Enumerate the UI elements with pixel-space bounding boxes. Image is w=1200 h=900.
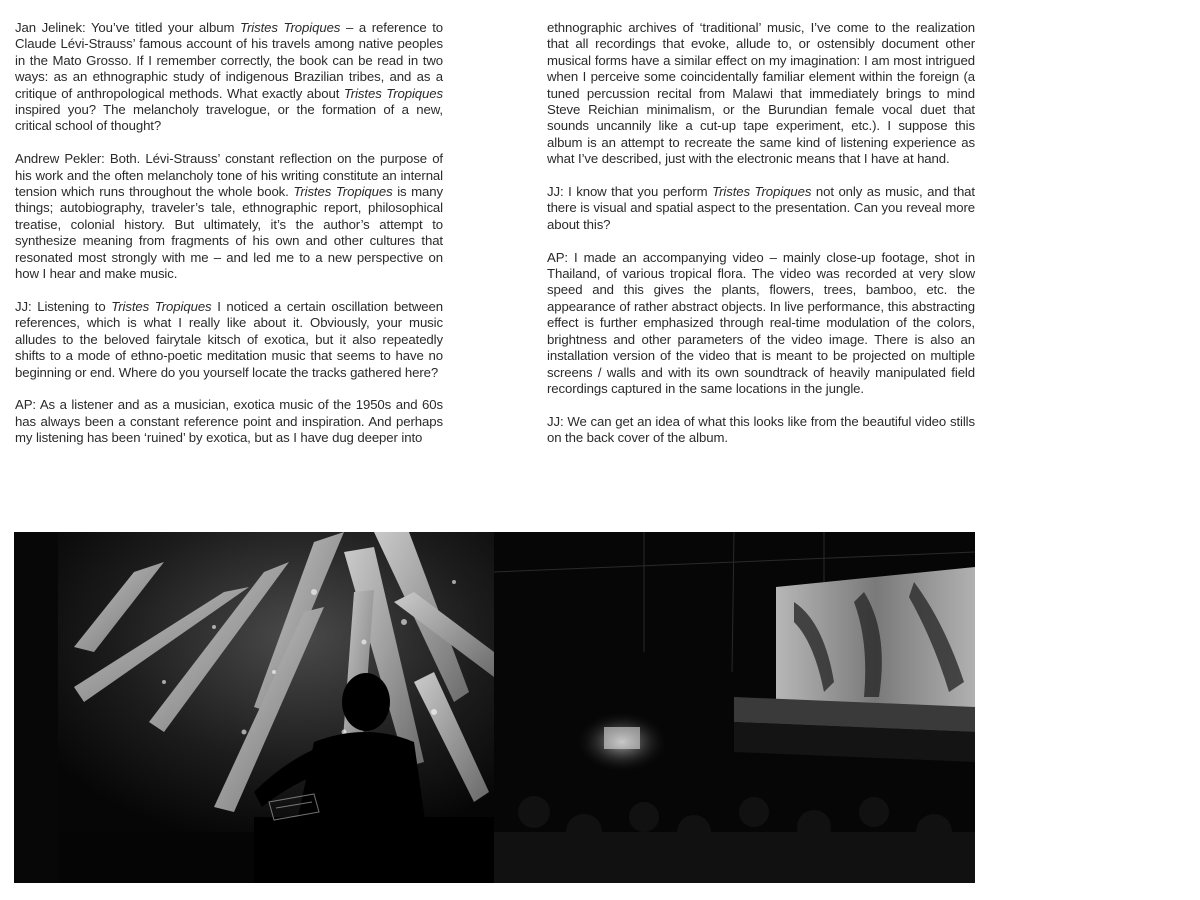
interview-paragraph bbox=[15, 151, 443, 282]
paragraph-text: Andrew Pekler: Both. Lévi-Strauss’ constant reflection on the purpose of his work and the often melancholy tone of his writing constitute an internal tension which runs throughout the whole book. bbox=[15, 151, 443, 200]
paragraph-text: is many things; autobiography, traveler’s tale, ethnographic report, philosophical treatise, colonial history. But ultimately, it’s the author’s attempt to synthesize meaning from fragments of his own and other cultures that resonated most strongly with me – and led me to a new perspective on how I hear and make music. bbox=[15, 184, 443, 282]
interview-paragraph bbox=[547, 184, 975, 233]
paragraph-text: AP: I made an accompanying video – mainly close-up footage, shot in Thailand, of various tropical flora. The video was recorded at very slow speed and this gives the plants, flowers, trees, bamboo, etc. the appearance of rather abstract objects. In live performance, this abstracting effect is further emphasized through real-time modulation of the colors, brightness and other parameters of the video image. There is also an installation version of the video that is meant to be projected on multiple screens / walls and with its own soundtrack of heavily manipulated field recordings captured in the same locations in the jungle. bbox=[547, 249, 975, 396]
photo-strip bbox=[14, 532, 975, 883]
photo-stage-projection bbox=[494, 532, 975, 883]
stage-projection-image bbox=[494, 532, 975, 883]
album-title-italic: Tristes Tropiques bbox=[240, 20, 341, 35]
performer-silhouette-image bbox=[14, 532, 494, 883]
paragraph-text: AP: As a listener and as a musician, exotica music of the 1950s and 60s has always been a constant reference point and inspiration. And perhaps my listening has been ‘ruined’ by exotica, but as I have dug deeper into bbox=[15, 397, 443, 446]
paragraph-text: inspired you? The melancholy travelogue, or the formation of a new, critical school of thought? bbox=[15, 102, 443, 134]
interview-column-left bbox=[15, 20, 443, 447]
interview-paragraph bbox=[547, 250, 975, 398]
paragraph-text: I noticed a certain oscillation between references, which is what I really like about it. Obviously, your music alludes to the beloved fairytale kitsch of exotica, but it also repeatedly shifts to a mode of ethno-poetic meditation music that seems to have no beginning or end. Where do you yourself locate the tracks gathered here? bbox=[15, 298, 443, 380]
photo-performer-silhouette bbox=[14, 532, 494, 883]
interview-column-right bbox=[547, 20, 975, 447]
interview-paragraph bbox=[547, 20, 975, 168]
paragraph-text: JJ: We can get an idea of what this looks like from the beautiful video stills on the back cover of the album. bbox=[547, 413, 975, 446]
album-title-italic: Tristes Tropiques bbox=[293, 184, 393, 200]
interview-paragraph bbox=[547, 414, 975, 447]
paragraph-text: Jan Jelinek: You’ve titled your album bbox=[15, 20, 240, 35]
paragraph-text: ethnographic archives of ‘traditional’ music, I’ve come to the realization that all recordings that evoke, allude to, or ostensibly document other musical forms have a similar effect on my imagination: I am most intrigued when I perceive some coincidentally familiar element within the foreign (a tuned percussion recital from Malawi that immediately brings to mind Steve Reichian minimalism, or the Burundian female vocal duet that sounds uncannily like a cut-up tape experiment, etc.). I suppose this album is an attempt to recreate the same kind of listening experience as what I’ve described, just with the electronic means that I have at hand. bbox=[547, 20, 975, 167]
interview-paragraph bbox=[15, 397, 443, 446]
paragraph-text: JJ: I know that you perform bbox=[547, 184, 713, 200]
interview-paragraph bbox=[15, 299, 443, 381]
interview-paragraph bbox=[15, 20, 443, 135]
paragraph-text: – a reference to Claude Lévi-Strauss’ famous account of his travels among native peoples in the Mato Grosso. If I remember correctly, the book can be read in two ways: as an ethnographic study of indigenous Brazilian tribes, and as a critique of anthropological methods. What exactly about bbox=[15, 20, 443, 101]
paragraph-text: JJ: Listening to bbox=[15, 298, 112, 314]
album-title-italic: Tristes Tropiques bbox=[111, 298, 212, 314]
paragraph-text: not only as music, and that there is visual and spatial aspect to the presentation. Can you reveal more about this? bbox=[547, 184, 975, 232]
album-title-italic: Tristes Tropiques bbox=[343, 85, 444, 101]
album-title-italic: Tristes Tropiques bbox=[712, 184, 812, 200]
